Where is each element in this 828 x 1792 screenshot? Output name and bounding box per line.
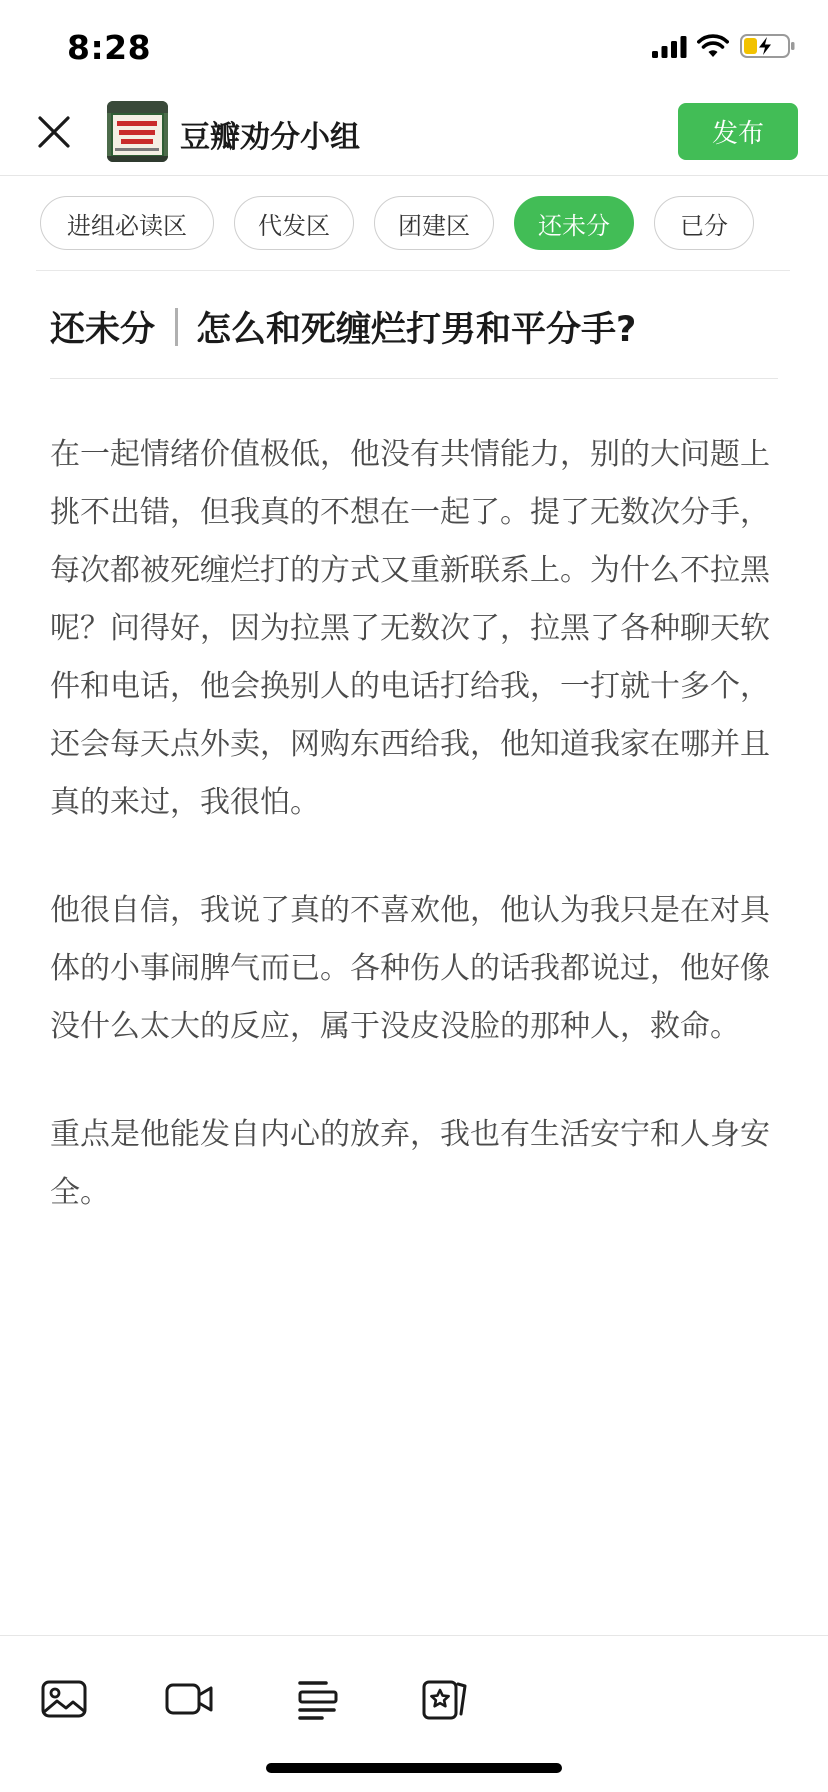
tab-not-yet-split[interactable]: 还未分 xyxy=(514,196,634,250)
group-avatar-image xyxy=(107,101,168,162)
tab-team-building[interactable]: 团建区 xyxy=(374,196,494,250)
wifi-icon xyxy=(697,34,729,58)
post-title[interactable] xyxy=(50,302,636,352)
status-time: 8:28 xyxy=(67,28,152,67)
post-body[interactable] xyxy=(50,426,780,1272)
title-divider xyxy=(50,378,778,379)
video-icon[interactable] xyxy=(164,1676,214,1722)
category-tabs xyxy=(40,196,754,252)
body-paragraph: 在一起情绪价值极低，他没有共情能力，别的大问题上挑不出错，但我真的不想在一起了。提了无数次分手，每次都被死缠烂打的方式又重新联系上。为什么不拉黑呢？问得好，因为拉黑了无数次了，拉黑了各种聊天软件和电话，他会换别人的电话打给我，一打就十多个，还会每天点外卖，网购东西给我，他知道我家在哪并且真的来过，我很怕。 xyxy=(50,437,770,820)
body-paragraph: 重点是他能发自内心的放弃，我也有生活安宁和人身安全。 xyxy=(50,1117,770,1210)
status-bar xyxy=(0,0,828,100)
body-paragraph: 他很自信，我说了真的不喜欢他，他认为我只是在对具体的小事闹脾气而已。各种伤人的话我都说过，他好像没什么太大的反应，属于没皮没脸的那种人，救命。 xyxy=(50,893,770,1044)
tab-already-split[interactable]: 已分 xyxy=(654,196,754,250)
star-card-icon[interactable] xyxy=(420,1676,470,1722)
signal-icon xyxy=(652,36,688,58)
battery-icon xyxy=(740,34,796,58)
tabs-divider xyxy=(36,270,790,271)
tab-required-reading[interactable]: 进组必读区 xyxy=(40,196,214,250)
post-category-label: 还未分 xyxy=(50,310,156,350)
group-name: 豆瓣劝分小组 xyxy=(180,120,360,155)
home-indicator[interactable] xyxy=(266,1763,562,1773)
image-icon[interactable] xyxy=(39,1676,89,1722)
text-format-icon[interactable] xyxy=(292,1676,342,1722)
group-avatar[interactable] xyxy=(107,101,168,162)
publish-button[interactable]: 发布 xyxy=(678,103,798,160)
title-separator xyxy=(175,308,178,346)
header-bar xyxy=(0,100,828,176)
tab-proxy-post[interactable]: 代发区 xyxy=(234,196,354,250)
close-icon[interactable] xyxy=(36,114,72,150)
post-title-text: 怎么和死缠烂打男和平分手? xyxy=(196,310,637,350)
